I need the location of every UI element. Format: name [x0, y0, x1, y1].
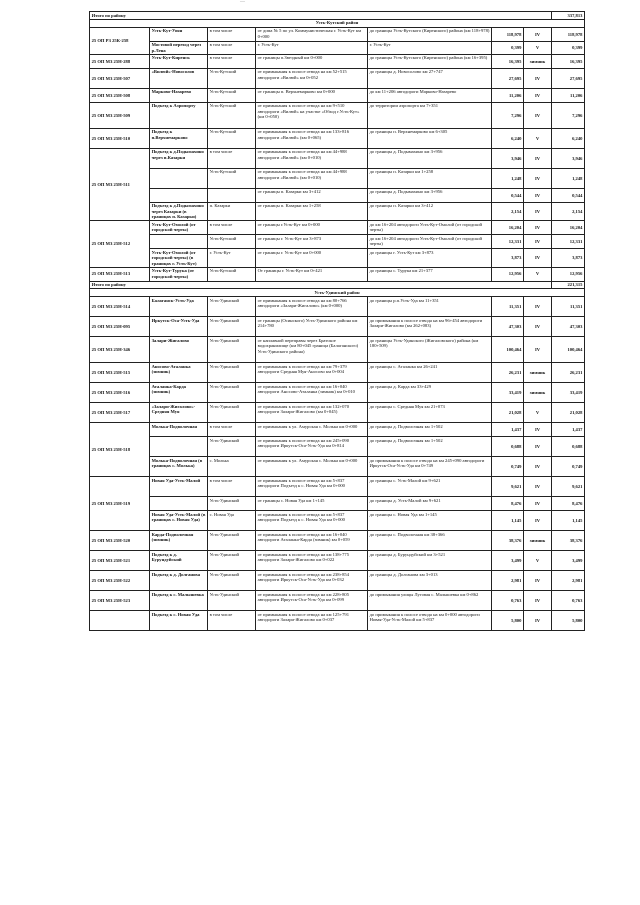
section-total-row [90, 281, 585, 289]
segment-end: до границы д. Подволочная км 1+502 [368, 437, 492, 457]
road-name: Усть-Кут-Омолой (от городской черты) [150, 221, 208, 235]
length-km: 3,946 [492, 148, 524, 168]
length-km: 9,621 [492, 477, 524, 497]
length-km: 0,544 [492, 188, 524, 202]
road-row [90, 531, 585, 551]
segment-start: от границы п. Верхнемарково км 0+000 [256, 88, 368, 102]
district-cell: Усть-Удинский [208, 297, 256, 317]
road-code: 25 ОП МЗ 25Н-509 [90, 102, 150, 128]
segment-end: г. Усть-Кут [368, 41, 492, 54]
total-km: 9,621 [552, 477, 585, 497]
segment-start: от примыкания к полосе отвода на км 5+837 автодороги Подъезд к с. Новая Уда км 0+000 [256, 511, 368, 531]
length-km: 16,395 [492, 54, 524, 68]
road-code: 25 ОП МЗ 25Н-523 [90, 591, 150, 611]
road-category: IV [524, 297, 552, 317]
segment-end: до км 11+206 автодороги Марково-Назарево [368, 88, 492, 102]
segment-start: от примыкания к ул. Амурская с. Молька км 0+000 [256, 457, 368, 477]
road-name: Мостовой переход через р.Лена [150, 41, 208, 54]
road-code: 25 ОП МЗ 25Н-514 [90, 297, 150, 317]
road-row [90, 148, 585, 168]
total-km: 21,028 [552, 403, 585, 423]
road-name: Подъезд к с. Новая Уда [150, 611, 208, 631]
road-code: 25 ОП РЗ 25К-258 [90, 27, 150, 54]
road-name: Подъезд к д.Подымахино через п.Казарки [150, 148, 208, 168]
road-name: Подъезд к п.Верхнемарково [150, 128, 208, 148]
length-km: 0,399 [492, 41, 524, 54]
segment-start: от границы (Осинского) Усть-Удинского района км 214+780 [256, 317, 368, 337]
segment-end: до примыкания к полосе отвода на км 245+090 автодороги Иркутск-Оса-Усть-Уда км 0+749 [368, 457, 492, 477]
road-row [90, 202, 585, 220]
road-name: Марково-Назарево [150, 88, 208, 102]
road-name [150, 188, 208, 202]
road-code: 25 ОП МЗ 25Н-516 [90, 383, 150, 403]
segment-end: до границы Усть-Удинского (Жигаловского) района (км 180+509) [368, 337, 492, 363]
section-title-row [90, 19, 585, 27]
road-category: IV [524, 68, 552, 88]
road-row [90, 511, 585, 531]
road-category: IV [524, 591, 552, 611]
segment-end: до границы д. Подымахино км 3+956 [368, 188, 492, 202]
district-cell: Усть-Удинский [208, 497, 256, 511]
total-km: 47,303 [552, 317, 585, 337]
total-km: 12,956 [552, 267, 585, 281]
segment-start: от границы п. Казарки км 3+412 [256, 188, 368, 202]
road-name: Аносово-Аталанка (зимник) [150, 363, 208, 383]
length-km: 16,204 [492, 221, 524, 235]
total-km: 1,248 [552, 168, 585, 188]
road-name: Иркутск-Оса-Усть-Уда [150, 317, 208, 337]
road-row [90, 437, 585, 457]
total-km: 0,399 [552, 41, 585, 54]
section-total-value: 221,315 [552, 281, 585, 289]
segment-start: от примыкания к полосе отвода на км 132+070 автодороги Залари-Жигалово (км 0+045) [256, 403, 368, 423]
length-km: 7,296 [492, 102, 524, 128]
segment-start: от примыкания к полосе отвода на км 5+837 автодороги Подъезд к с. Новая Уда км 0+000 [256, 477, 368, 497]
segment-start: от примыкания к полосе отвода на км 16+040 автодороги Аносово-Аталанка (зимник) км 0+010 [256, 383, 368, 403]
road-category: IV [524, 611, 552, 631]
document-sheet [89, 11, 584, 631]
segment-start: от примыкания к полосе отвода на км 80+766 автодороги «Залари-Жигалово» (км 0+000) [256, 297, 368, 317]
road-row [90, 88, 585, 102]
segment-end: до границы п. Казарки км 3+412 [368, 202, 492, 220]
road-name: Новая Уда-Усть-Малой (в границах с. Новая Уда) [150, 511, 208, 531]
length-km: 118,978 [492, 27, 524, 41]
road-code: 25 ОП МЗ 25Н-518 [90, 423, 150, 477]
segment-end: до км 16+204 автодороги Усть-Кут-Омолой (от городской черты) [368, 235, 492, 249]
district-cell: в том числе [208, 41, 256, 54]
road-category: V [524, 403, 552, 423]
road-row [90, 102, 585, 128]
segment-end: до границы Усть-Кутского (Киренского) района (км 118+978) [368, 27, 492, 41]
road-category: IV [524, 202, 552, 220]
length-km: 2,154 [492, 202, 524, 220]
segment-end: до границы п. Верхнемарково км 6+305 [368, 128, 492, 148]
length-km: 26,231 [492, 363, 524, 383]
road-category: V [524, 128, 552, 148]
road-category: IV [524, 249, 552, 267]
road-category: IV [524, 168, 552, 188]
segment-end: до границы д. Карда км 33+429 [368, 383, 492, 403]
total-value: 337,813 [552, 12, 585, 20]
total-km: 1,145 [552, 511, 585, 531]
road-category: зимник [524, 363, 552, 383]
road-row [90, 591, 585, 611]
district-cell: Усть-Удинский [208, 337, 256, 363]
total-km: 26,231 [552, 363, 585, 383]
road-row [90, 68, 585, 88]
road-name: «Залари-Жигалово»-Средняя Муя [150, 403, 208, 423]
segment-end: до границы д. Усть-Малой км 9+621 [368, 497, 492, 511]
segment-start: от границы п.Звездный км 0+000 [256, 54, 368, 68]
segment-start: от дома № 5 по ул. Коммунистическая г. Усть-Кут км 0+000 [256, 27, 368, 41]
segment-start: от примыкания к ул. Амурская с. Молька км 0+000 [256, 423, 368, 437]
road-name: Залари-Жигалово [150, 337, 208, 363]
segment-start: от границы п. Казарки км 1+258 [256, 202, 368, 220]
district-cell: Усть-Кутский [208, 168, 256, 188]
road-name: Молька-Подволочная (в границах с. Молька) [150, 457, 208, 477]
segment-start: от примыкания к полосе отвода на км 52+515 автодороги «Вилюй» км 0+052 [256, 68, 368, 88]
road-row [90, 27, 585, 41]
length-km: 38,376 [492, 531, 524, 551]
district-cell: с. Новая Уда [208, 511, 256, 531]
road-row [90, 497, 585, 511]
length-km: 11,351 [492, 297, 524, 317]
road-code: 25 ОП МЗ 25Н-517 [90, 403, 150, 423]
segment-end: до территории аэропорта км 7+351 [368, 102, 492, 128]
road-name: Карда-Подволочная (зимник) [150, 531, 208, 551]
road-code: 25 ОП МЗ 25Н-095 [90, 317, 150, 337]
road-row [90, 317, 585, 337]
total-km: 38,376 [552, 531, 585, 551]
road-category: IV [524, 27, 552, 41]
length-km: 12,331 [492, 235, 524, 249]
section-title: Усть-Кутский район [90, 19, 585, 27]
length-km: 1,248 [492, 168, 524, 188]
road-row [90, 383, 585, 403]
total-km: 8,476 [552, 497, 585, 511]
length-km: 2,981 [492, 571, 524, 591]
road-name [150, 235, 208, 249]
road-name: Усть-Кут-Омолой (от городской черты) (в границах г. Усть-Кут) [150, 249, 208, 267]
total-km: 0,763 [552, 591, 585, 611]
road-row [90, 611, 585, 631]
length-km: 0,763 [492, 591, 524, 611]
road-row [90, 403, 585, 423]
road-category: зимник [524, 54, 552, 68]
district-cell: Усть-Удинский [208, 317, 256, 337]
segment-start: от примыкания к полосе отвода на км 125+791 автодороги Залари-Жигалово км 0+037 [256, 611, 368, 631]
road-row [90, 477, 585, 497]
length-km: 6,240 [492, 128, 524, 148]
segment-end: до границы с. Турука км 21+377 [368, 267, 492, 281]
road-name [150, 497, 208, 511]
segment-end: до границы с. Усть-Малой км 9+621 [368, 477, 492, 497]
road-code: 25 ОП МЗ 25Н-507 [90, 68, 150, 88]
road-name: «Вилюй»-Новосолов [150, 68, 208, 88]
district-cell: Усть-Кутский [208, 68, 256, 88]
road-code: 25 ОП МЗ 25Н-346 [90, 337, 150, 363]
road-category: IV [524, 102, 552, 128]
length-km: 12,956 [492, 267, 524, 281]
road-category: IV [524, 148, 552, 168]
road-category: IV [524, 457, 552, 477]
segment-start: от границы г. Усть-Кут км 0+000 [256, 249, 368, 267]
segment-start: от границы с. Новая Уда км 1+145 [256, 497, 368, 511]
road-row [90, 551, 585, 571]
district-cell: г. Усть-Кут [208, 249, 256, 267]
segment-end: до границы с. Новая Уда км 1+145 [368, 511, 492, 531]
segment-end: до границы д. Долганова км 3+013 [368, 571, 492, 591]
total-km: 3,946 [552, 148, 585, 168]
road-name: Усть-Кут-Уоян [150, 27, 208, 41]
district-cell [208, 188, 256, 202]
road-category: IV [524, 235, 552, 249]
segment-end: до границы Усть-Кутского (Киренского) района (км 16+395) [368, 54, 492, 68]
road-name: Подъезд к с. Малышевка [150, 591, 208, 611]
road-name [150, 437, 208, 457]
road-code: 25 ОП МЗ 25Н-519 [90, 477, 150, 531]
segment-start: от примыкания к полосе отвода на км 44+988 автодороги «Вилюй» (км 0+010) [256, 148, 368, 168]
segment-start: от границы г.Усть-Кут км 0+000 [256, 221, 368, 235]
road-category: IV [524, 188, 552, 202]
road-category: IV [524, 317, 552, 337]
segment-start: от границы г. Усть-Кут км 3+873 [256, 235, 368, 249]
segment-start: от примыкания к полосе отвода на км 44+988 автодороги «Вилюй» (км 0+010) [256, 168, 368, 188]
road-code: 25 ОП МЗ 25Н-510 [90, 128, 150, 148]
total-row-top [90, 12, 585, 20]
district-cell: Усть-Удинский [208, 531, 256, 551]
road-code: 25 ОП МЗ 25Н-512 [90, 221, 150, 267]
district-cell: Усть-Кутский [208, 235, 256, 249]
district-cell: в том числе [208, 611, 256, 631]
road-code: 25 ОП МЗ 25Н-511 [90, 148, 150, 220]
segment-end: до границы д. Подымахино км 3+956 [368, 148, 492, 168]
district-cell: п. Казарки [208, 202, 256, 220]
road-category: IV [524, 477, 552, 497]
district-cell: Усть-Кутский [208, 267, 256, 281]
segment-end: до границы д. Подволочная км 1+502 [368, 423, 492, 437]
total-km: 2,154 [552, 202, 585, 220]
segment-end: до границы с. Подволочная км 38+366 [368, 531, 492, 551]
road-category: зимник [524, 531, 552, 551]
road-row [90, 128, 585, 148]
total-km: 33,419 [552, 383, 585, 403]
road-category: IV [524, 88, 552, 102]
total-km: 7,296 [552, 102, 585, 128]
road-name: Балаганск-Усть-Уда [150, 297, 208, 317]
road-category: IV [524, 497, 552, 511]
segment-end: до границы с. Средняя Муя км 21+073 [368, 403, 492, 423]
road-category: IV [524, 571, 552, 591]
segment-end: до примыкания улицы Луговая с. Малышевка км 0+862 [368, 591, 492, 611]
road-row [90, 41, 585, 54]
district-cell: Усть-Кутский [208, 88, 256, 102]
total-km: 16,395 [552, 54, 585, 68]
segment-start: от примыкания к полосе отвода на км 138+775 автодороги Залари-Жигалово км 0+022 [256, 551, 368, 571]
road-row [90, 54, 585, 68]
road-code: 25 ОП МЗ 25Н-522 [90, 571, 150, 591]
district-cell: Усть-Удинский [208, 403, 256, 423]
district-cell: Усть-Удинский [208, 551, 256, 571]
segment-end: до границы г. Усть-Кут км 3+873 [368, 249, 492, 267]
segment-start: От границы г. Усть-Кут км 0+421 [256, 267, 368, 281]
length-km: 11,206 [492, 88, 524, 102]
total-km: 2,981 [552, 571, 585, 591]
district-cell: в том числе [208, 423, 256, 437]
road-name: Усть-Кут-Турука (от городской черты) [150, 267, 208, 281]
length-km: 33,419 [492, 383, 524, 403]
road-row [90, 297, 585, 317]
road-name: Подъезд к Аэропорту [150, 102, 208, 128]
road-name: Молька-Подволочная [150, 423, 208, 437]
road-name: Подъезд к д. Бурундуйский [150, 551, 208, 571]
road-row [90, 267, 585, 281]
road-row [90, 221, 585, 235]
total-km: 100,464 [552, 337, 585, 363]
road-code [90, 611, 150, 631]
total-km: 5,800 [552, 611, 585, 631]
total-km: 3,499 [552, 551, 585, 571]
segment-start: от примыкания к полосе отвода на км 228+805 автодороги Иркутск-Оса-Усть-Уда км 0+099 [256, 591, 368, 611]
section-title-row [90, 289, 585, 297]
segment-start: от примыкания к полосе отвода на км 245+090 автодороги Иркутск-Оса-Усть-Уда км 0+814 [256, 437, 368, 457]
road-row [90, 337, 585, 363]
road-category: IV [524, 221, 552, 235]
segment-end: до примыкания к полосе отвода на км 96+454 автодороги Залари-Жигалово (км 262+083) [368, 317, 492, 337]
segment-end: до границы р.п.Усть-Уда км 11+351 [368, 297, 492, 317]
road-row [90, 168, 585, 188]
district-cell: Усть-Удинский [208, 437, 256, 457]
total-km: 27,695 [552, 68, 585, 88]
road-code: 25 ОП МЗ 25Н-520 [90, 531, 150, 551]
roads-table [89, 11, 585, 631]
total-km: 6,240 [552, 128, 585, 148]
total-km: 0,688 [552, 437, 585, 457]
road-name: Подъезд к д. Долгановa [150, 571, 208, 591]
road-category: IV [524, 423, 552, 437]
segment-end: до границы с. Аталанка км 26+241 [368, 363, 492, 383]
total-km: 0,749 [552, 457, 585, 477]
section-title: Усть-Удинский район [90, 289, 585, 297]
road-category: зимник [524, 383, 552, 403]
road-name: Аталанка-Карда (зимник) [150, 383, 208, 403]
road-category: IV [524, 437, 552, 457]
length-km: 3,873 [492, 249, 524, 267]
district-cell: в том числе [208, 54, 256, 68]
total-km: 11,206 [552, 88, 585, 102]
segment-start: от примыкания к полосе отвода на км 9+510 автодороги «Вилюй» на участке «Обход г.Усть-Кут» (км 0+050) [256, 102, 368, 128]
total-km: 11,351 [552, 297, 585, 317]
road-code: 25 ОП МЗ 25Н-288 [90, 54, 150, 68]
length-km: 100,464 [492, 337, 524, 363]
segment-start: от примыкания к полосе отвода на км 79+379 автодороги Средняя Муя-Аносово км 0+004 [256, 363, 368, 383]
total-km: 0,544 [552, 188, 585, 202]
length-km: 0,749 [492, 457, 524, 477]
road-code: 25 ОП МЗ 25Н-521 [90, 551, 150, 571]
total-km: 118,978 [552, 27, 585, 41]
road-name: Подъезд к д.Подымахино через Казарки (в границах п. Казарки) [150, 202, 208, 220]
district-cell: Усть-Кутский [208, 128, 256, 148]
road-row [90, 571, 585, 591]
length-km: 21,028 [492, 403, 524, 423]
district-cell: в том числе [208, 27, 256, 41]
road-category: IV [524, 511, 552, 531]
total-label: Итого по району [90, 12, 552, 20]
segment-start: от примыкания к полосе отвода на км 16+040 автодороги Аталанка-Карда (зимник) км 0+059 [256, 531, 368, 551]
segment-end: до границы п. Казарки км 1+258 [368, 168, 492, 188]
road-code: 25 ОП МЗ 25Н-513 [90, 267, 150, 281]
total-km: 12,331 [552, 235, 585, 249]
segment-end: до границы д. Бурундуйский км 3+521 [368, 551, 492, 571]
road-category: V [524, 267, 552, 281]
district-cell: Усть-Удинский [208, 571, 256, 591]
length-km: 0,688 [492, 437, 524, 457]
road-name [150, 168, 208, 188]
road-row [90, 423, 585, 437]
segment-end: до границы д. Новосолово км 27+747 [368, 68, 492, 88]
segment-start: от наплавной переправы через Братское водохранилище (км 80+045 граница (Балаганского) Усть-Удинского района) [256, 337, 368, 363]
segment-start: г. Усть-Кут [256, 41, 368, 54]
district-cell: с. Молька [208, 457, 256, 477]
road-code: 25 ОП МЗ 25Н-508 [90, 88, 150, 102]
total-km: 16,204 [552, 221, 585, 235]
district-cell: Усть-Удинский [208, 591, 256, 611]
district-cell: в том числе [208, 221, 256, 235]
road-row [90, 249, 585, 267]
road-code: 25 ОП МЗ 25Н-515 [90, 363, 150, 383]
road-category: IV [524, 337, 552, 363]
district-cell: Усть-Кутский [208, 102, 256, 128]
length-km: 3,499 [492, 551, 524, 571]
road-category: V [524, 551, 552, 571]
segment-start: от примыкания к полосе отвода на км 238+854 автодороги Иркутск-Оса-Усть-Уда км 0+032 [256, 571, 368, 591]
district-cell: Усть-Удинский [208, 363, 256, 383]
segment-end: до км 16+204 автодороги Усть-Кут-Омолой (от городской черты) [368, 221, 492, 235]
length-km: 1,437 [492, 423, 524, 437]
total-km: 3,873 [552, 249, 585, 267]
segment-start: от примыкания к полосе отвода на км 133+816 автодороги «Вилюй» (км 0+065) [256, 128, 368, 148]
district-cell: в том числе [208, 477, 256, 497]
district-cell: Усть-Удинский [208, 383, 256, 403]
road-row [90, 188, 585, 202]
length-km: 47,303 [492, 317, 524, 337]
section-total-label: Итого по району [90, 281, 552, 289]
road-name: Усть-Кут-Киренск [150, 54, 208, 68]
road-row [90, 457, 585, 477]
road-name: Новая Уда-Усть-Малой [150, 477, 208, 497]
top-mark: — [240, 0, 245, 5]
total-km: 1,437 [552, 423, 585, 437]
district-cell: в том числе [208, 148, 256, 168]
road-row [90, 235, 585, 249]
road-category: V [524, 41, 552, 54]
length-km: 1,145 [492, 511, 524, 531]
length-km: 8,476 [492, 497, 524, 511]
segment-end: до примыкания к полосе отвода на км 0+000 автодороги Новая-Уда-Усть-Малой км 5+837 [368, 611, 492, 631]
road-row [90, 363, 585, 383]
length-km: 27,695 [492, 68, 524, 88]
length-km: 5,800 [492, 611, 524, 631]
